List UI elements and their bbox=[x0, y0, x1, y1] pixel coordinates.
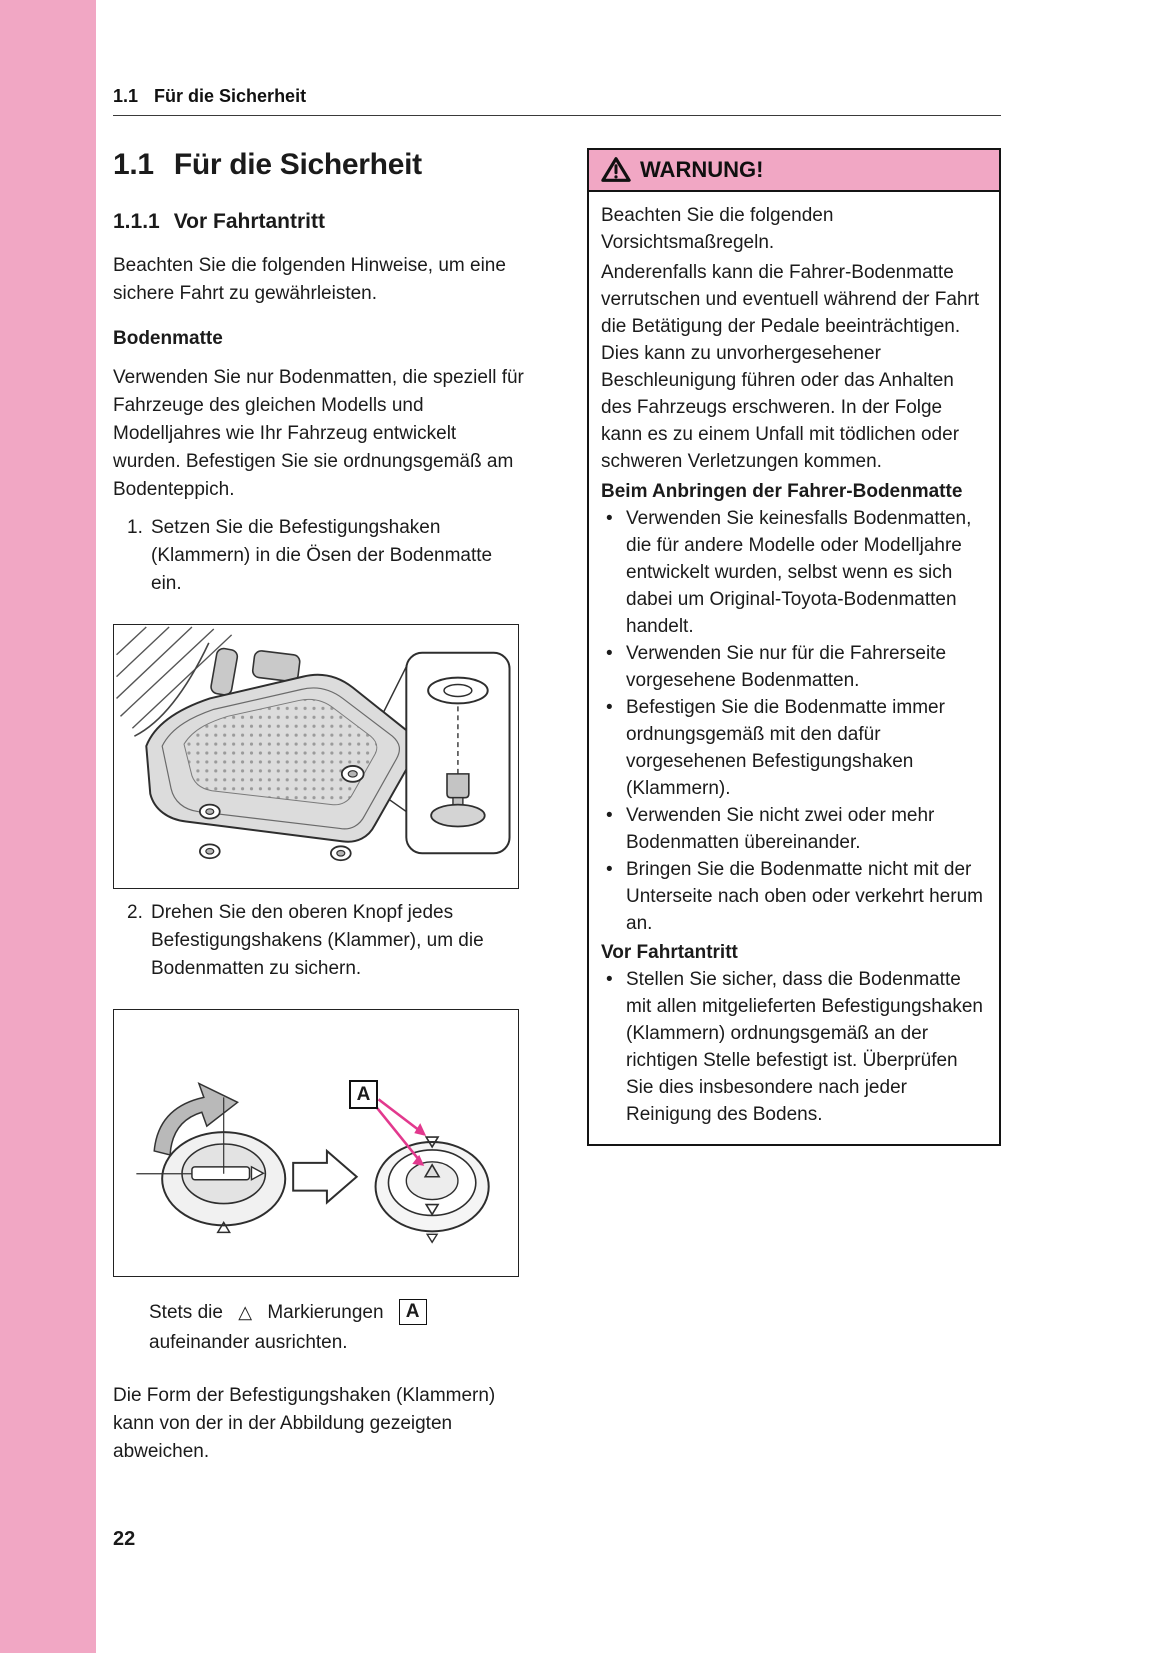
intro-paragraph: Beachten Sie die folgenden Hinweise, um eine sichere Fahrt zu gewährleisten. bbox=[113, 255, 506, 304]
running-header-number: 1.1 bbox=[113, 86, 139, 106]
step-2 bbox=[113, 899, 525, 983]
step-2-text: Drehen Sie den oberen Knopf jedes Befestigungshakens (Klammer), um die Bodenmatten zu sichern. bbox=[151, 902, 484, 979]
shape-note-paragraph: Die Form der Befestigungshaken (Klammern) kann von der in der Abbildung gezeigten abweichen. bbox=[113, 1385, 496, 1462]
topic-heading-bodenmatte: Bodenmatte bbox=[113, 328, 223, 349]
figure-floor-mat-hooks bbox=[113, 624, 519, 889]
warning-paragraph-1: Beachten Sie die folgenden Vorsichtsmaßregeln. bbox=[601, 205, 834, 253]
caption-post: aufeinander ausrichten. bbox=[149, 1332, 348, 1353]
caption-pre: Stets die bbox=[149, 1302, 223, 1323]
warning-box bbox=[587, 148, 1001, 1146]
warning-subhead-vor-fahrtantritt: Vor Fahrtantritt bbox=[601, 942, 738, 963]
warning-bullet-text: Verwenden Sie keinesfalls Bodenmatten, die für andere Modelle oder Modelljahre entwickelt wurden, selbst wenn es sich dabei um Original-Toyota-Bodenmatten handelt. bbox=[626, 508, 972, 637]
warning-bullet bbox=[601, 505, 987, 640]
left-column bbox=[113, 148, 525, 1466]
subsection-title bbox=[113, 210, 525, 234]
right-column bbox=[587, 148, 1001, 1466]
section-title-number: 1.1 bbox=[113, 148, 154, 181]
warning-bullet bbox=[601, 640, 987, 694]
triangle-mark-icon: △ bbox=[238, 1302, 253, 1322]
warning-paragraph-2: Anderenfalls kann die Fahrer-Bodenmatte verrutschen und eventuell während der Fahrt die Betätigung der Pedale beeinträchtigen. Dies kann zu unvorhergesehener Beschleunigung führen oder das Anhalten des Fahrzeugs erschweren. In der Folge kann es zu einem Unfall mit tödlichen oder schweren Verletzungen kommen. bbox=[601, 262, 980, 472]
warning-bullet bbox=[601, 694, 987, 802]
manual-page bbox=[113, 86, 1001, 1466]
bodenmatte-paragraph: Verwenden Sie nur Bodenmatten, die speziell für Fahrzeuge des gleichen Modells und Modelljahres wie Ihr Fahrzeug entwickelt wurden. Befestigen Sie sie ordnungsgemäß am Bodenteppich. bbox=[113, 367, 524, 500]
knob-alignment-illustration bbox=[114, 1010, 518, 1276]
bullet-icon: • bbox=[606, 643, 613, 664]
section-title-text: Für die Sicherheit bbox=[173, 148, 422, 181]
running-header bbox=[113, 86, 1001, 116]
figure-callout-a: A bbox=[349, 1080, 378, 1109]
caption-mid: Markierungen bbox=[267, 1302, 384, 1323]
warning-title: WARNUNG! bbox=[640, 156, 764, 182]
figure-knob-alignment bbox=[113, 1009, 519, 1277]
warning-bullet-text: Befestigen Sie die Bodenmatte immer ordnungsgemäß mit den dafür vorgesehenen Befestigungshaken (Klammern). bbox=[626, 697, 945, 799]
page-number: 22 bbox=[113, 1528, 136, 1550]
figure-caption bbox=[149, 1297, 489, 1358]
subsection-title-text: Vor Fahrtantritt bbox=[173, 210, 325, 233]
warning-body bbox=[589, 192, 999, 1144]
warning-bullet bbox=[601, 802, 987, 856]
warning-bullet-text: Verwenden Sie nicht zwei oder mehr Bodenmatten übereinander. bbox=[626, 805, 935, 853]
step-1-number: 1. bbox=[127, 517, 143, 538]
warning-header bbox=[589, 150, 999, 192]
bullet-icon: • bbox=[606, 697, 613, 718]
step-1-text: Setzen Sie die Befestigungshaken (Klammern) in die Ösen der Bodenmatte ein. bbox=[151, 517, 493, 594]
bullet-icon: • bbox=[606, 508, 613, 529]
warning-subhead-anbringen: Beim Anbringen der Fahrer-Bodenmatte bbox=[601, 481, 963, 502]
bullet-icon: • bbox=[606, 805, 613, 826]
bullet-icon: • bbox=[606, 859, 613, 880]
section-title bbox=[113, 148, 525, 182]
running-header-title: Für die Sicherheit bbox=[154, 86, 307, 106]
bullet-icon: • bbox=[606, 969, 613, 990]
warning-bullet bbox=[601, 966, 987, 1128]
step-2-number: 2. bbox=[127, 902, 143, 923]
warning-bullet-text: Verwenden Sie nur für die Fahrerseite vorgesehene Bodenmatten. bbox=[626, 643, 947, 691]
warning-bullet bbox=[601, 856, 987, 937]
two-column-layout bbox=[113, 148, 1001, 1466]
sidebar-color-strip bbox=[0, 0, 96, 1653]
warning-bullet-text: Stellen Sie sicher, dass die Bodenmatte mit allen mitgelieferten Befestigungshaken (Klammern) ordnungsgemäß an der richtigen Stelle befestigt ist. Überprüfen Sie dies insbesondere nach jeder Reinigung des Bodens. bbox=[626, 969, 983, 1125]
caption-callout-a: A bbox=[399, 1299, 427, 1325]
step-1 bbox=[113, 514, 525, 598]
warning-bullet-text: Bringen Sie die Bodenmatte nicht mit der Unterseite nach oben oder verkehrt herum an. bbox=[626, 859, 983, 934]
floor-mat-illustration bbox=[114, 625, 518, 888]
subsection-title-number: 1.1.1 bbox=[113, 210, 160, 233]
warning-triangle-icon bbox=[601, 156, 631, 183]
